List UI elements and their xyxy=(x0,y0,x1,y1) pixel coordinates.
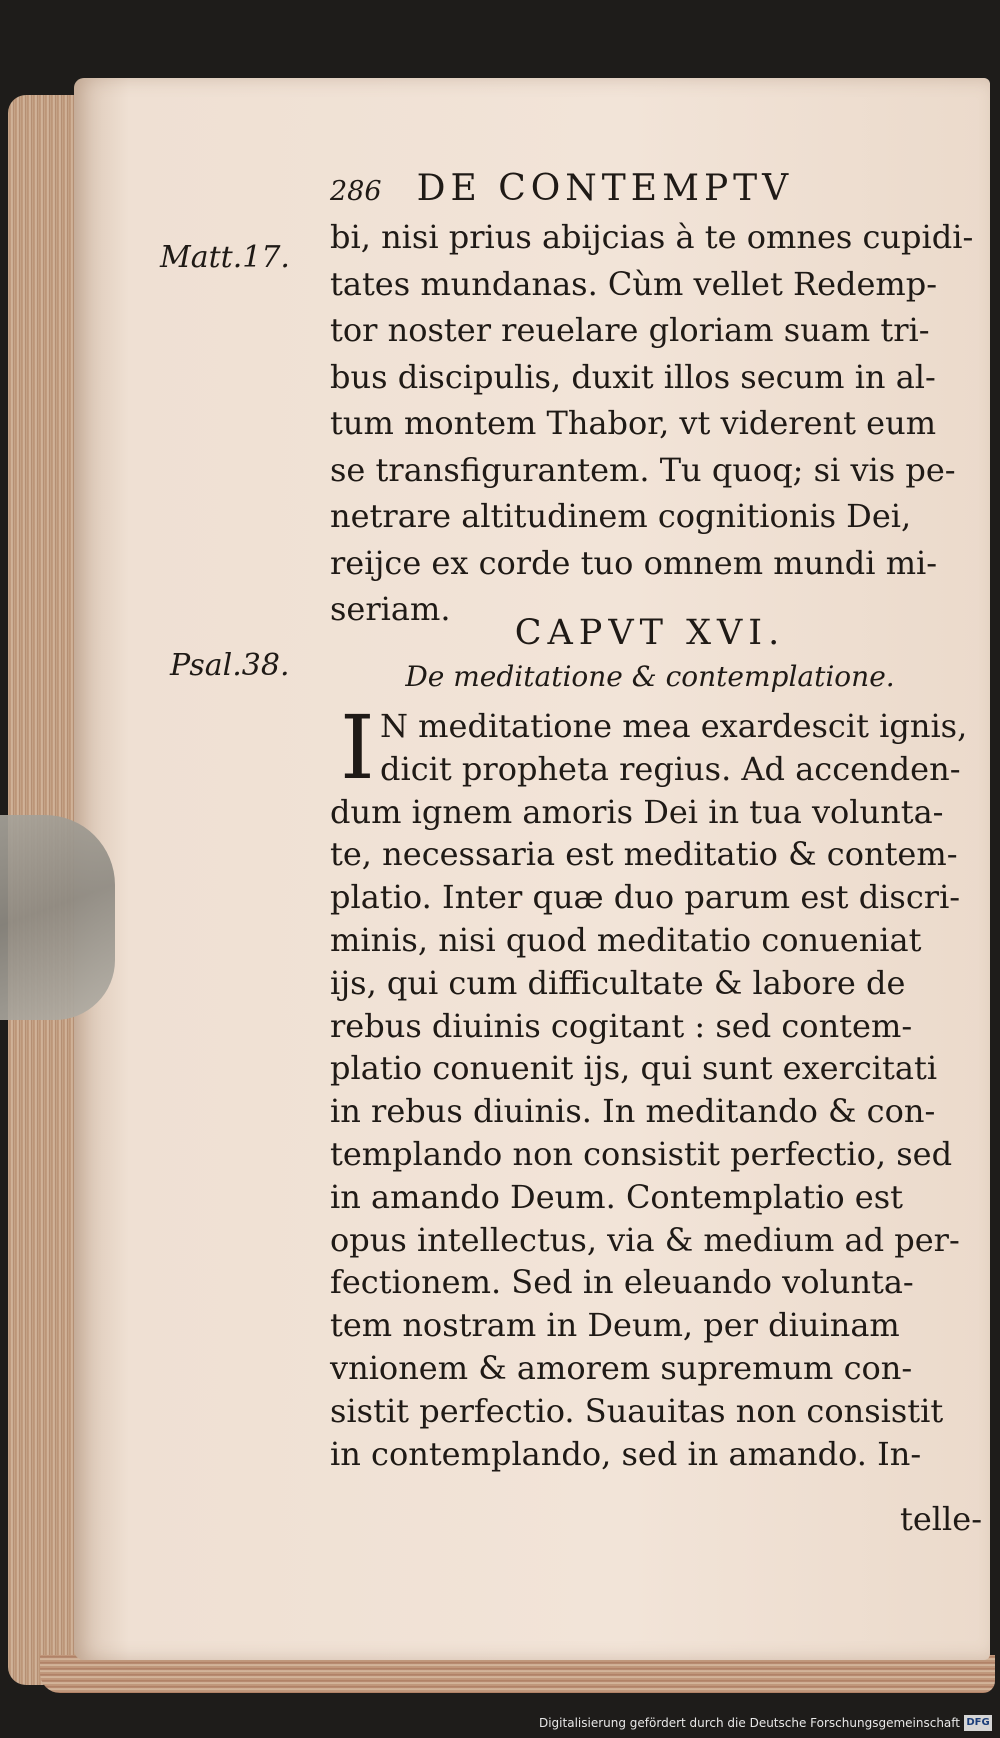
chapter-line: tem nostram in Deum, per diuinam xyxy=(330,1306,900,1345)
body-line: reijce ex corde tuo omnem mundi mi- xyxy=(330,543,938,582)
chapter-line: platio conuenit ijs, qui sunt exercitati xyxy=(330,1049,938,1088)
running-title: DE CONTEMPTV xyxy=(416,168,794,209)
body-line: netrare altitudinem cognitionis Dei, xyxy=(330,497,912,535)
body-line: tor noster reuelare gloriam suam tri- xyxy=(330,311,930,349)
digitization-credit: Digitalisierung gefördert durch die Deutsche Forschungsgemeinschaft xyxy=(538,1716,960,1730)
body-line: seriam. xyxy=(330,590,451,628)
chapter-heading: CAPVT XVI. xyxy=(514,613,786,653)
book-bottom-edges xyxy=(40,1655,995,1693)
body-text xyxy=(330,214,974,633)
chapter-line: minis, nisi quod meditatio conueniat xyxy=(330,920,922,959)
chapter-line: opus intellectus, via & medium ad per- xyxy=(330,1220,960,1259)
chapter-line: ijs, qui cum difficultate & labore de xyxy=(330,963,906,1002)
chapter-line: rebus diuinis cogitant : sed contem- xyxy=(330,1006,913,1045)
chapter-line: fectionem. Sed in eleuando volunta- xyxy=(330,1263,914,1302)
running-header xyxy=(330,168,970,212)
chapter-line: dum ignem amoris Dei in tua volunta- xyxy=(330,792,944,831)
chapter-line: templando non consistit perfectio, sed xyxy=(330,1134,953,1173)
chapter-line: in amando Deum. Contemplatio est xyxy=(330,1177,903,1216)
catchword: telle- xyxy=(900,1500,983,1538)
margin-note-matthew: Matt.17. xyxy=(160,240,290,275)
body-line: tates mundanas. Cùm vellet Redemp- xyxy=(330,264,938,303)
chapter-line: dicit propheta regius. Ad accenden- xyxy=(380,749,961,788)
drop-cap: I xyxy=(340,696,375,799)
chapter-line: N meditatione mea exardescit ignis, xyxy=(380,707,968,745)
chapter-text xyxy=(330,696,970,1475)
chapter-line: sistit perfectio. Suauitas non consistit xyxy=(330,1391,944,1430)
page-number: 286 xyxy=(330,176,382,207)
chapter-line: platio. Inter quæ duo parum est discri- xyxy=(330,878,961,917)
chapter-line: in rebus diuinis. In meditando & con- xyxy=(330,1092,936,1131)
bookmark-strip xyxy=(0,815,115,1020)
body-line: tum montem Thabor, vt viderent eum xyxy=(330,404,937,442)
chapter-subtitle: De meditatione & contemplatione. xyxy=(405,660,895,693)
body-line: se transfigurantem. Tu quoq; si vis pe- xyxy=(330,450,956,489)
chapter-line: vnionem & amorem supremum con- xyxy=(330,1348,913,1387)
chapter-line: in contemplando, sed in amando. In- xyxy=(330,1434,922,1473)
body-line: bus discipulis, duxit illos secum in al- xyxy=(330,357,936,396)
margin-note-psalm: Psal.38. xyxy=(170,648,290,683)
chapter-line: te, necessaria est meditatio & contem- xyxy=(330,835,958,874)
body-line: bi, nisi prius abijcias à te omnes cupidi- xyxy=(330,218,974,256)
dfg-logo: DFG xyxy=(964,1715,992,1731)
